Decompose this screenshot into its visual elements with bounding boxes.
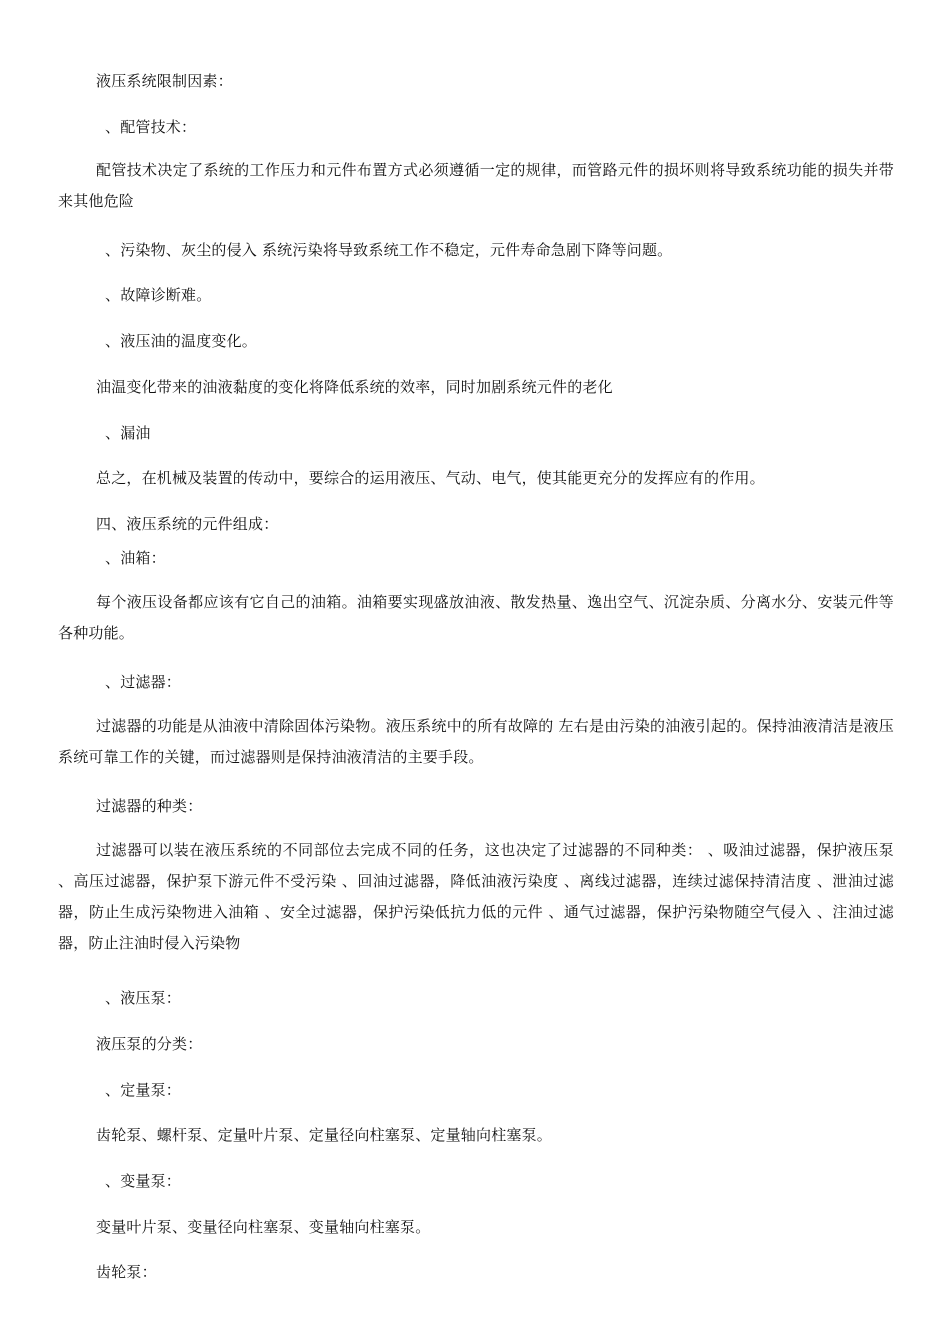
paragraph-filter-types: 过滤器可以装在液压系统的不同部位去完成不同的任务，这也决定了过滤器的不同种类： 、吸油过滤器，保护液压泵 、高压过滤器，保护泵下游元件不受污染 、回油过滤器，降低油液污染度 、离线过滤器，连续过滤保持清洁度 、泄油过滤器，防止生成污染物进入油箱 、安全过滤器，保护污染低抗力低的元件 、通气过滤器，保护污染物随空气侵入 、注油过滤器，防止注油时侵入污染物 <box>58 841 894 952</box>
item-fixed-pump: 、定量泵： <box>105 1081 182 1099</box>
item-diagnosis: 、故障诊断难。 <box>105 286 212 304</box>
heading-filter-types: 过滤器的种类： <box>96 797 203 815</box>
heading-components: 四、液压系统的元件组成： <box>96 515 279 533</box>
heading-pump-classification: 液压泵的分类： <box>96 1035 203 1053</box>
paragraph-fixed-pump: 齿轮泵、螺杆泵、定量叶片泵、定量径向柱塞泵、定量轴向柱塞泵。 <box>96 1126 553 1144</box>
paragraph-variable-pump: 变量叶片泵、变量径向柱塞泵、变量轴向柱塞泵。 <box>96 1218 431 1236</box>
item-filter: 、过滤器： <box>105 673 182 691</box>
item-leakage: 、漏油 <box>105 424 151 442</box>
paragraph-summary: 总之，在机械及装置的传动中，要综合的运用液压、气动、电气，使其能更充分的发挥应有的作用。 <box>96 469 765 487</box>
item-tank: 、油箱： <box>105 549 166 567</box>
item-oil-temperature: 、液压油的温度变化。 <box>105 332 258 350</box>
item-variable-pump: 、变量泵： <box>105 1172 182 1190</box>
item-piping: 、配管技术： <box>105 118 197 136</box>
heading-limitations: 液压系统限制因素： <box>96 72 233 90</box>
item-hydraulic-pump: 、液压泵： <box>105 989 182 1007</box>
paragraph-tank: 每个液压设备都应该有它自己的油箱。油箱要实现盛放油液、散发热量、逸出空气、沉淀杂质、分离水分、安装元件等各种功能。 <box>58 593 894 642</box>
heading-gear-pump: 齿轮泵： <box>96 1263 157 1281</box>
paragraph-filter: 过滤器的功能是从油液中清除固体污染物。液压系统中的所有故障的 左右是由污染的油液引起的。保持油液清洁是液压系统可靠工作的关键，而过滤器则是保持油液清洁的主要手段。 <box>58 717 894 766</box>
paragraph-piping: 配管技术决定了系统的工作压力和元件布置方式必须遵循一定的规律，而管路元件的损坏则将导致系统功能的损失并带来其他危险 <box>58 161 894 210</box>
paragraph-oil-temperature: 油温变化带来的油液黏度的变化将降低系统的效率，同时加剧系统元件的老化 <box>96 378 613 396</box>
item-contamination: 、污染物、灰尘的侵入 系统污染将导致系统工作不稳定，元件寿命急剧下降等问题。 <box>105 241 673 259</box>
